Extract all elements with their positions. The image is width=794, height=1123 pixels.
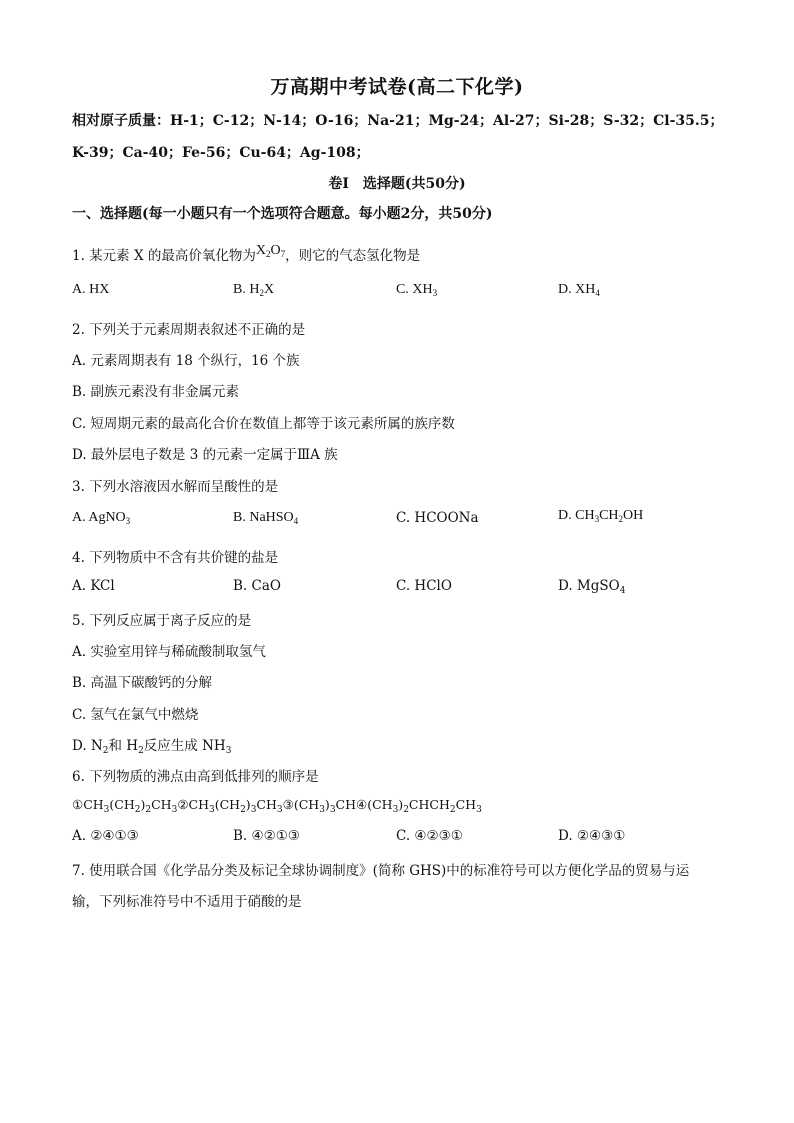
q1-formula: $X_2O_7$ bbox=[255, 243, 286, 259]
q1-option-a: A. HX bbox=[72, 282, 110, 297]
q4-option-a: A. KCl bbox=[72, 578, 115, 594]
page-title: 万高期中考试卷(高二下化学) bbox=[270, 76, 524, 98]
q6-option-d: D. ②④③① bbox=[558, 828, 626, 844]
question-4-stem: 4. 下列物质中不含有共价键的盐是 bbox=[72, 550, 279, 566]
q6-option-b: B. ④②①③ bbox=[233, 828, 300, 844]
question-7-stem-line-2: 输，下列标准符号中不适用于硝酸的是 bbox=[72, 894, 302, 910]
volume-heading: 卷Ⅰ 选择题(共50分) bbox=[328, 176, 466, 192]
question-3-stem: 3. 下列水溶液因水解而呈酸性的是 bbox=[72, 479, 279, 495]
q4-option-c: C. HClO bbox=[396, 578, 452, 594]
q2-option-a: A. 元素周期表有 18 个纵行，16 个族 bbox=[72, 353, 300, 369]
q1-stem-suffix: ，则它的气态氢化物是 bbox=[285, 248, 421, 264]
q2-option-d: D. 最外层电子数是 3 的元素一定属于ⅢA 族 bbox=[72, 447, 338, 463]
q1-option-c: C. $XH_3$ bbox=[396, 282, 438, 298]
question-1-stem bbox=[72, 244, 420, 265]
q1-option-d: D. $XH_4$ bbox=[558, 282, 600, 298]
question-5-stem: 5. 下列反应属于离子反应的是 bbox=[72, 613, 252, 629]
atomic-masses-line-1: 相对原子质量：H-1；C-12；N-14；O-16；Na-21；Mg-24；Al-27；Si-28；S-32；Cl-35.5； bbox=[72, 113, 724, 129]
q3-option-a: A. AgNO$_3$ bbox=[72, 510, 131, 526]
q3-option-b: B. NaHSO$_4$ bbox=[233, 510, 299, 526]
q5-option-a: A. 实验室用锌与稀硫酸制取氢气 bbox=[72, 644, 266, 660]
q6-option-c: C. ④②③① bbox=[396, 828, 463, 844]
q5-option-b: B. 高温下碳酸钙的分解 bbox=[72, 675, 213, 691]
question-7-stem-line-1: 7. 使用联合国《化学品分类及标记全球协调制度》(简称 GHS)中的标准符号可以方便化学品的贸易与运 bbox=[72, 863, 690, 879]
question-6-stem: 6. 下列物质的沸点由高到低排列的顺序是 bbox=[72, 769, 319, 785]
q3-option-c: C. HCOONa bbox=[396, 510, 479, 526]
part-heading: 一、选择题(每一小题只有一个选项符合题意。每小题2分，共50分) bbox=[72, 206, 493, 222]
q2-option-c: C. 短周期元素的最高化合价在数值上都等于该元素所属的族序数 bbox=[72, 416, 455, 432]
q3-option-d: D. $CH_3CH_2OH$ bbox=[558, 508, 644, 524]
q2-option-b: B. 副族元素没有非金属元素 bbox=[72, 384, 240, 400]
q4-option-d: D. MgSO$_4$ bbox=[558, 578, 626, 596]
q1-stem-prefix: 1. 某元素 X 的最高价氧化物为 bbox=[72, 248, 256, 264]
q5-option-d: D. $N_2$和 $H_2$反应生成 $NH_3$ bbox=[72, 738, 232, 756]
q4-option-b: B. CaO bbox=[233, 578, 281, 594]
q1-option-b: B. $H_2X$ bbox=[233, 282, 275, 298]
q6-compound-list: $①CH_3(CH_2)_2CH_3②CH_3(CH_2)_3CH_3③(CH_3)_3CH④(CH_3)_2CHCH_2CH_3$ bbox=[72, 797, 482, 815]
q6-option-a: A. ②④①③ bbox=[72, 828, 139, 844]
q5-option-c: C. 氢气在氯气中燃烧 bbox=[72, 707, 199, 723]
question-2-stem: 2. 下列关于元素周期表叙述不正确的是 bbox=[72, 322, 306, 338]
atomic-masses-line-2: K-39；Ca-40；Fe-56；Cu-64；Ag-108； bbox=[72, 145, 370, 161]
